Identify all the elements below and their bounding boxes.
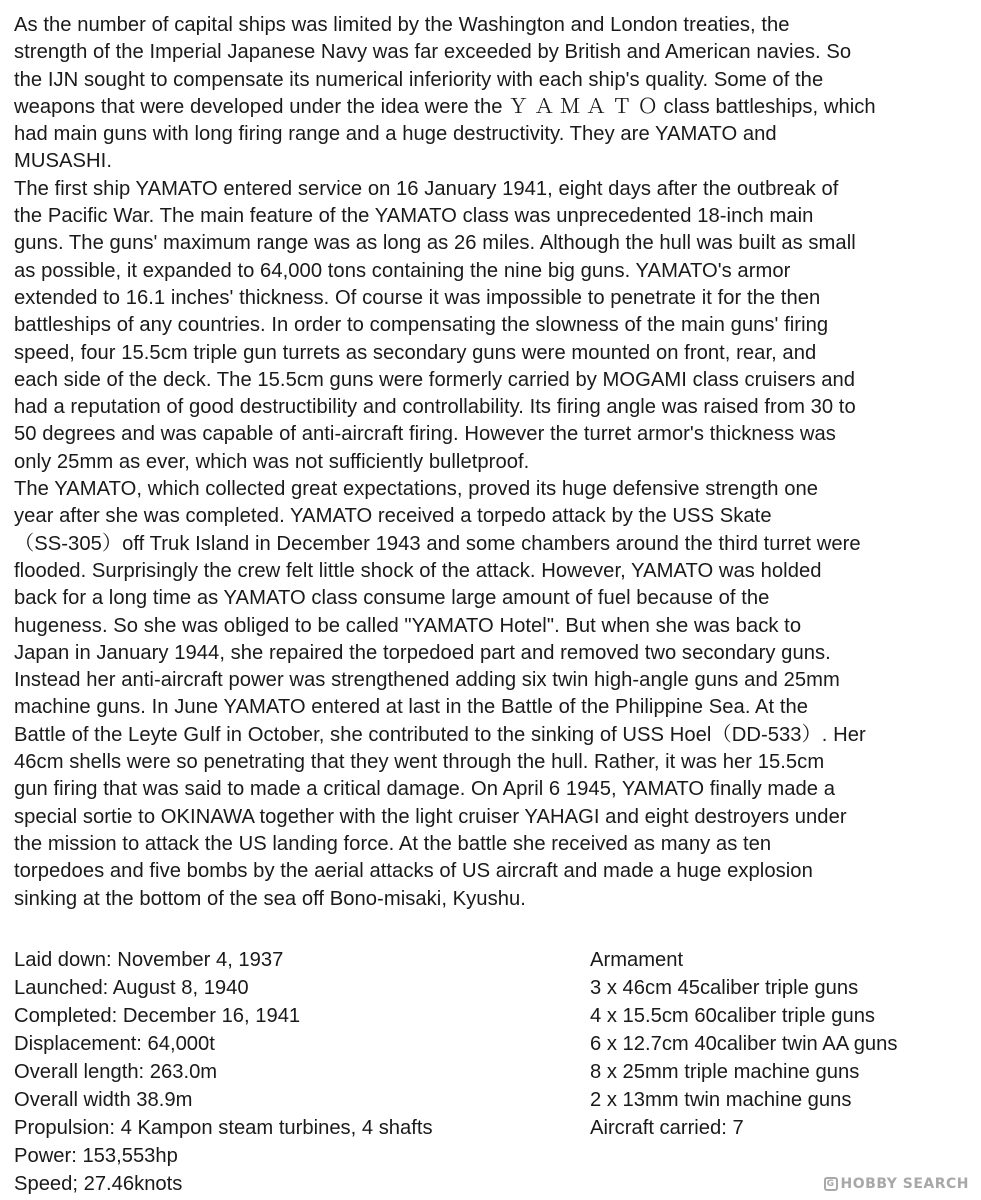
armament-item: Aircraft carried: 7 bbox=[590, 1117, 744, 1139]
paragraph-line: The YAMATO, which collected great expectations, proved its huge defensive strength one bbox=[14, 478, 819, 501]
paragraph-line: extended to 16.1 inches' thickness. Of course it was impossible to penetrate it for the then bbox=[14, 286, 821, 309]
paragraph-line: year after she was completed. YAMATO received a torpedo attack by the USS Skate bbox=[14, 505, 772, 528]
paragraph-line: hugeness. So she was obliged to be called "YAMATO Hotel". But when she was back to bbox=[14, 614, 802, 637]
paragraph-line: had a reputation of good destructibility and controllability. Its firing angle was raised from 30 to bbox=[14, 396, 856, 419]
paragraph-line: as possible, it expanded to 64,000 tons containing the nine big guns. YAMATO's armor bbox=[14, 259, 791, 282]
paragraph-line: machine guns. In June YAMATO entered at last in the Battle of the Philippine Sea. At the bbox=[14, 696, 809, 719]
spec-item: Propulsion: 4 Kampon steam turbines, 4 shafts bbox=[14, 1117, 433, 1139]
paragraph-line: Instead her anti-aircraft power was strengthened adding six twin high-angle guns and 25mm bbox=[14, 669, 840, 692]
spec-item: Power: 153,553hp bbox=[14, 1145, 178, 1167]
paragraph-line: the IJN sought to compensate its numerical inferiority with each ship's quality. Some of the bbox=[14, 68, 824, 91]
spec-item: Displacement: 64,000t bbox=[14, 1033, 215, 1055]
watermark-text: HOBBY SEARCH bbox=[840, 1176, 969, 1192]
armament-item: 6 x 12.7cm 40caliber twin AA guns bbox=[590, 1033, 898, 1055]
hobby-search-logo-icon: G bbox=[824, 1177, 838, 1191]
ship-specifications bbox=[14, 946, 433, 1198]
paragraph-line: 46cm shells were so penetrating that they went through the hull. Rather, it was her 15.5cm bbox=[14, 751, 825, 774]
paragraph-line: Battle of the Leyte Gulf in October, she contributed to the sinking of USS Hoel（DD-533）. Her bbox=[14, 723, 866, 746]
paragraph-line: the Pacific War. The main feature of the YAMATO class was unprecedented 18-inch main bbox=[14, 205, 814, 228]
armament-list bbox=[590, 946, 897, 1142]
armament-item: 4 x 15.5cm 60caliber triple guns bbox=[590, 1005, 876, 1027]
history-text bbox=[14, 12, 976, 913]
spec-item: Overall width 38.9m bbox=[14, 1089, 193, 1111]
paragraph-line: special sortie to OKINAWA together with the light cruiser YAHAGI and eight destroyers under bbox=[14, 805, 847, 828]
paragraph-line: The first ship YAMATO entered service on 16 January 1941, eight days after the outbreak of bbox=[14, 177, 839, 200]
paragraph-line: had main guns with long firing range and a huge destructivity. They are YAMATO and bbox=[14, 123, 777, 146]
paragraph-line: weapons that were developed under the idea were the Ｙ Ａ Ｍ Ａ Ｔ Ｏ class battleships, which bbox=[14, 95, 876, 118]
paragraph-line: 50 degrees and was capable of anti-aircraft firing. However the turret armor's thickness was bbox=[14, 423, 836, 446]
paragraph-line: each side of the deck. The 15.5cm guns were formerly carried by MOGAMI class cruisers and bbox=[14, 368, 856, 391]
spec-item: Launched: August 8, 1940 bbox=[14, 977, 249, 999]
armament-item: 2 x 13mm twin machine guns bbox=[590, 1089, 852, 1111]
armament-item: 3 x 46cm 45caliber triple guns bbox=[590, 977, 859, 999]
paragraph-line: MUSASHI. bbox=[14, 150, 112, 173]
paragraph-line: only 25mm as ever, which was not sufficiently bulletproof. bbox=[14, 450, 530, 473]
paragraph-line: back for a long time as YAMATO class consume large amount of fuel because of the bbox=[14, 587, 770, 610]
spec-item: Completed: December 16, 1941 bbox=[14, 1005, 301, 1027]
armament-heading: Armament bbox=[590, 949, 684, 971]
paragraph-line: （SS-305）off Truk Island in December 1943 and some chambers around the third turret were bbox=[14, 532, 861, 555]
paragraph-line: sinking at the bottom of the sea off Bono-misaki, Kyushu. bbox=[14, 887, 526, 910]
spec-item: Speed; 27.46knots bbox=[14, 1173, 183, 1195]
spec-item: Laid down: November 4, 1937 bbox=[14, 949, 284, 971]
paragraph-line: the mission to attack the US landing force. At the battle she received as many as ten bbox=[14, 832, 772, 855]
spec-item: Overall length: 263.0m bbox=[14, 1061, 218, 1083]
paragraph-line: flooded. Surprisingly the crew felt little shock of the attack. However, YAMATO was holded bbox=[14, 559, 822, 582]
paragraph-line: speed, four 15.5cm triple gun turrets as secondary guns were mounted on front, rear, and bbox=[14, 341, 817, 364]
paragraph-line: Japan in January 1944, she repaired the torpedoed part and removed two secondary guns. bbox=[14, 641, 831, 664]
armament-item: 8 x 25mm triple machine guns bbox=[590, 1061, 860, 1083]
paragraph-line: strength of the Imperial Japanese Navy was far exceeded by British and American navies. So bbox=[14, 41, 852, 64]
paragraph-line: gun firing that was said to made a critical damage. On April 6 1945, YAMATO finally made a bbox=[14, 778, 836, 801]
paragraph-line: torpedoes and five bombs by the aerial attacks of US aircraft and made a huge explosion bbox=[14, 860, 813, 883]
paragraph-line: guns. The guns' maximum range was as long as 26 miles. Although the hull was built as small bbox=[14, 232, 856, 255]
paragraph-line: battleships of any countries. In order to compensating the slowness of the main guns' firing bbox=[14, 314, 829, 337]
paragraph-line: As the number of capital ships was limited by the Washington and London treaties, the bbox=[14, 14, 790, 36]
hobby-search-watermark bbox=[824, 1176, 969, 1192]
